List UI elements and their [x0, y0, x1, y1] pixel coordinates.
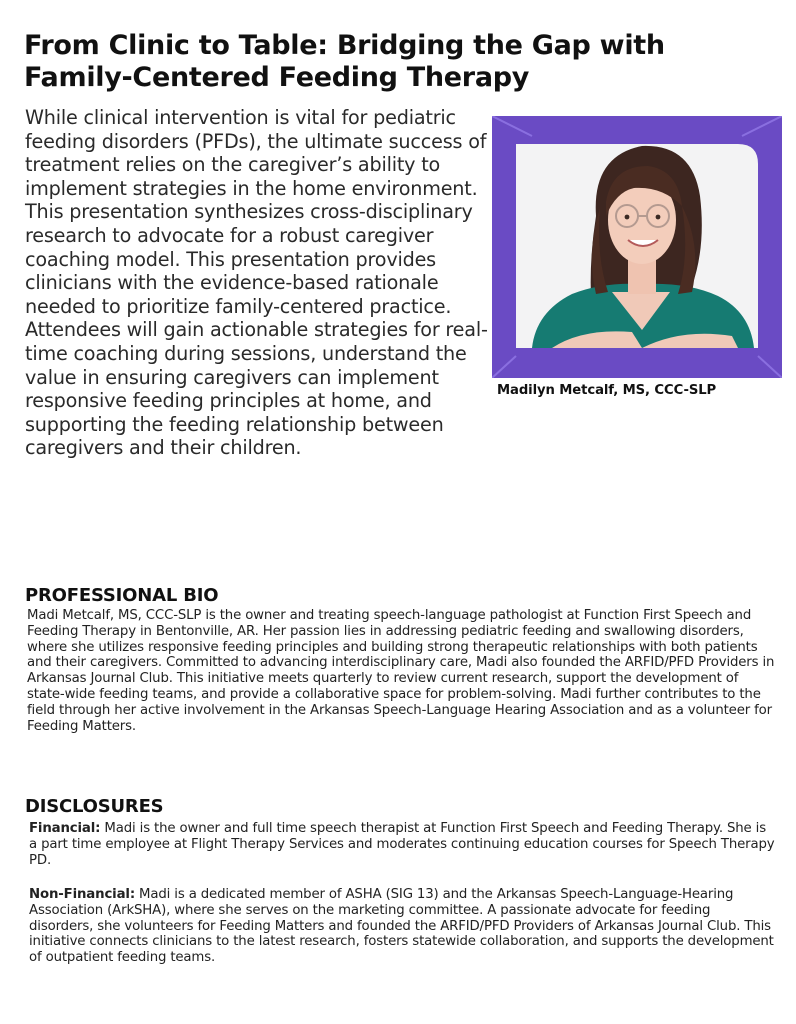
nonfinancial-label: Non-Financial: — [29, 887, 135, 902]
financial-disclosure — [29, 821, 777, 868]
presentation-abstract: While clinical intervention is vital for pediatric feeding disorders (PFDs), the ultimate success of treatment relies on the caregiver’s ability to implement strategies in the home environment. This presentation synthesizes cross-disciplinary research to advocate for a robust caregiver coaching model. This presentation provides clinicians with the evidence-based rationale needed to prioritize family-centered practice. Attendees will gain actionable strategies for real-time coaching during sessions, understand the value in ensuring caregivers can implement responsive feeding principles at home, and supporting the feeding relationship between caregivers and their children. — [25, 106, 488, 460]
disclosures-heading: DISCLOSURES — [25, 796, 164, 817]
bio-text: Madi Metcalf, MS, CCC-SLP is the owner and treating speech-language pathologist at Function First Speech and Feeding Therapy in Bentonville, AR. Her passion lies in addressing pediatric feeding and swallowing disorders, where she utilizes responsive feeding principles and building strong therapeutic relationships with both patients and their caregivers. Committed to advancing interdisciplinary care, Madi also founded the ARFID/PFD Providers in Arkansas Journal Club. This initiative meets quarterly to review current research, support the development of state-wide feeding teams, and provide a collaborative space for problem-solving. Madi further contributes to the field through her active involvement in the Arkansas Speech-Language Hearing Association and as a volunteer for Feeding Matters. — [27, 608, 775, 734]
speaker-photo — [492, 116, 782, 378]
bio-heading: PROFESSIONAL BIO — [25, 585, 219, 606]
nonfinancial-text: Madi is a dedicated member of ASHA (SIG 13) and the Arkansas Speech-Language-Hearing Association (ArkSHA), where she serves on the marketing committee. A passionate advocate for feeding disorders, she volunteers for Feeding Matters and founded the ARFID/PFD Providers of Arkansas Journal Club. This initiative connects clinicians to the latest research, fosters statewide collaboration, and supports the development of outpatient feeding teams. — [29, 887, 774, 966]
financial-label: Financial: — [29, 821, 101, 836]
speaker-name: Madilyn Metcalf, MS, CCC-SLP — [497, 383, 717, 398]
title-line-2: Family-Centered Feeding Therapy — [24, 62, 530, 93]
financial-text: Madi is the owner and full time speech therapist at Function First Speech and Feeding Therapy. She is a part time employee at Flight Therapy Services and moderates continuing education courses for Speech Therapy PD. — [29, 821, 775, 868]
page-title — [24, 30, 784, 94]
title-line-1: From Clinic to Table: Bridging the Gap with — [24, 30, 665, 61]
nonfinancial-disclosure — [29, 887, 777, 966]
